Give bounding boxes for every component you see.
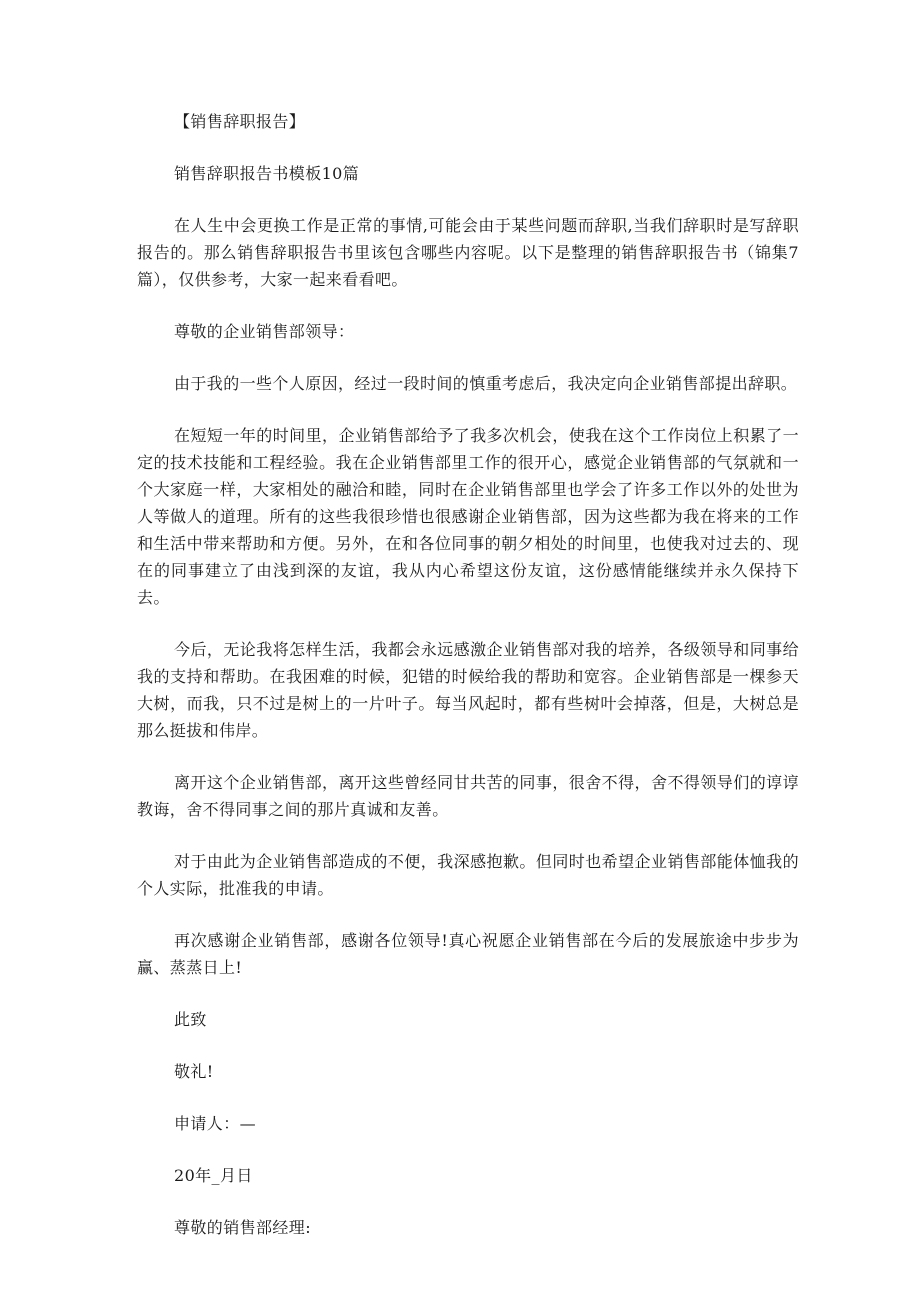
salutation-2: 尊敬的销售部经理: — [174, 1218, 311, 1237]
paragraph-6: 再次感谢企业销售部，感谢各位领导!真心祝愿企业销售部在今后的发展旅途中步步为赢、蒸蒸日上! — [137, 931, 799, 977]
applicant-line: 申请人：— — [174, 1114, 257, 1133]
intro-paragraph: 在人生中会更换工作是正常的事情,可能会由于某些问题而辞职,当我们辞职时是写辞职报告的。那么销售辞职报告书里该包含哪些内容呢。以下是整理的销售辞职报告书（锦集7篇），仅供参考，大家一起来看看吧。 — [137, 216, 799, 289]
document-body — [137, 108, 799, 1266]
paragraph-1: 由于我的一些个人原因，经过一段时间的慎重考虑后，我决定向企业销售部提出辞职。 — [174, 374, 798, 393]
date-line: 20年_月日 — [174, 1166, 253, 1185]
document-heading: 【销售辞职报告】 — [174, 112, 306, 131]
closing-line-2: 敬礼! — [174, 1062, 214, 1081]
document-subtitle: 销售辞职报告书模板10篇 — [174, 164, 360, 183]
paragraph-3: 今后，无论我将怎样生活，我都会永远感激企业销售部对我的培养，各级领导和同事给我的支持和帮助。在我困难的时候，犯错的时候给我的帮助和宽容。企业销售部是一棵参天大树，而我，只不过是树上的一片叶子。每当风起时，都有些树叶会掉落，但是，大树总是那么挺拔和伟岸。 — [137, 640, 799, 740]
salutation: 尊敬的企业销售部领导： — [174, 322, 355, 341]
closing-line-1: 此致 — [174, 1010, 207, 1029]
paragraph-2: 在短短一年的时间里，企业销售部给予了我多次机会，使我在这个工作岗位上积累了一定的技术技能和工程经验。我在企业销售部里工作的很开心，感觉企业销售部的气氛就和一个大家庭一样，大家相处的融洽和睦，同时在企业销售部里也学会了许多工作以外的处世为人等做人的道理。所有的这些我很珍惜也很感谢企业销售部，因为这些都为我在将来的工作和生活中带来帮助和方便。另外，在和各位同事的朝夕相处的时间里，也使我对过去的、现在的同事建立了由浅到深的友谊，我从内心希望这份友谊，这份感情能继续并永久保持下去。 — [137, 426, 799, 607]
paragraph-5: 对于由此为企业销售部造成的不便，我深感抱歉。但同时也希望企业销售部能体恤我的个人实际，批准我的申请。 — [137, 852, 799, 898]
paragraph-4: 离开这个企业销售部，离开这些曾经同甘共苦的同事，很舍不得，舍不得领导们的谆谆教诲，舍不得同事之间的那片真诚和友善。 — [137, 773, 799, 819]
